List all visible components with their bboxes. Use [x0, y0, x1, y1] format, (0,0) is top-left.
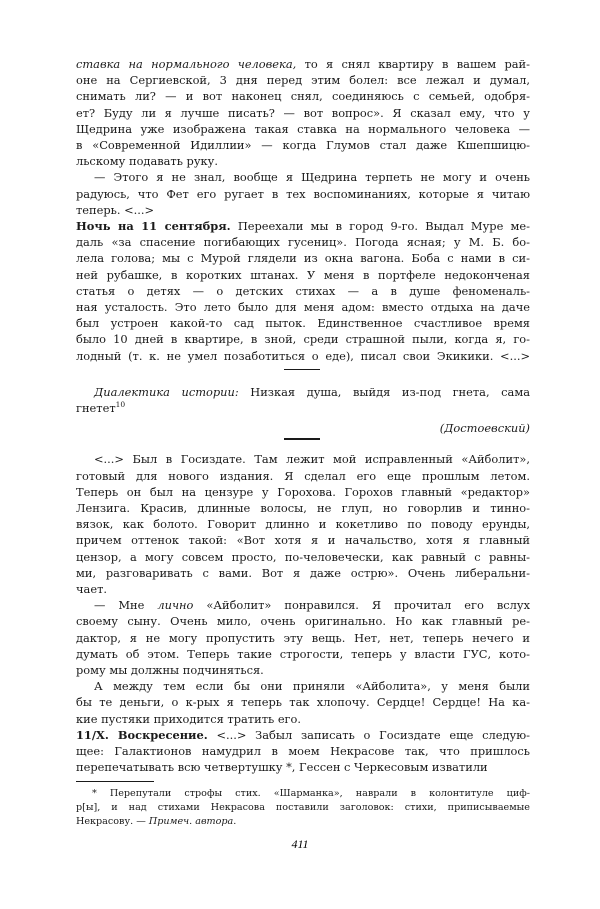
text-line: ней рубашке, в коротких штанах. У меня в портфеле недоконченая	[76, 267, 530, 282]
text-line: ет? Буду ли я лучше писать? — вот вопрос». Я сказал ему, что у	[76, 105, 530, 120]
footnote-line: р[ы], и над стихами Некрасова поставили заголовок: стихи, приписываемые	[76, 802, 530, 814]
text-line: думать об этом. Теперь такие строгости, теперь у власти ГУС, кото-	[76, 646, 530, 661]
paragraph-1	[76, 56, 530, 169]
text-line: щее: Галактионов намудрил в моем Некрасове так, что пришлось	[76, 744, 530, 758]
text-line: 11/X. Воскресение. <...> Забыл записать о Госиздате еще следую-	[76, 727, 531, 742]
text-line: оне на Сергиевской, 3 дня перед этим болел: все лежал и думал,	[76, 73, 530, 88]
paragraph-dialogue	[76, 597, 530, 678]
text-line: рому мы должны подчиняться.	[76, 663, 264, 677]
paragraph-gosizdat	[76, 451, 530, 597]
text-line: Теперь он был на цензуре у Горохова. Горохов главный «редактор»	[76, 484, 530, 499]
page-number: 411	[291, 837, 309, 852]
text-line: перепечатывать всю четвертушку *, Гессен с Черкесовым изватили	[76, 760, 488, 775]
entry-heading: Ночь на 11 сентября.	[76, 219, 231, 233]
text-line: в «Современной Идиллии» — когда Глумов стал даже Кшепшицю-	[76, 138, 530, 153]
text-line: было 10 дней в квартире, в зной, среди страшной пыли, когда я, го-	[76, 332, 530, 347]
diary-entry-oct-11	[76, 727, 530, 776]
text-line: дактор, я не могу пропустить эту вещь. Нет, нет, теперь нечего и	[76, 630, 530, 645]
text-line: радуюсь, что Фет его ругает в тех воспоминаниях, которые я читаю	[76, 186, 530, 201]
text-line: Щедрина уже изображена такая ставка на нормального человека —	[76, 121, 530, 136]
text-line: снимать ли? — и вот наконец снял, соединяюсь с семьей, одобря-	[76, 89, 530, 104]
footnote-line: * Перепутали строфы стих. «Шарманка», наврали в колонтитуле циф-	[92, 788, 530, 800]
text-line: Ночь на 11 сентября. Переехали мы в город 9-го. Выдал Муре ме-	[76, 219, 530, 233]
text-line: чает.	[76, 582, 107, 597]
quote-block	[76, 384, 530, 437]
text-line: <...> Был в Госиздате. Там лежит мой исправленный «Айболит»,	[94, 452, 530, 467]
paragraph-2	[76, 169, 530, 218]
text-line: ная усталость. Это лето было для меня адом: вместо отдыха на даче	[76, 300, 530, 315]
text-line: Диалектика истории: Низкая душа, выйдя из-под гнета, сама	[94, 384, 530, 399]
footnote-separator	[76, 781, 154, 782]
text-line: своему сыну. Очень мило, очень оригинально. Но как главный ре-	[76, 614, 530, 629]
text-line: гнетет$^{10}$	[76, 400, 126, 415]
text-line: бы те деньги, о к-рых я теперь так хлопочу. Сердце! Сердце! На ка-	[76, 695, 530, 710]
text-line: Лензига. Красив, длинные волосы, не глуп, но говорлив и тинно-	[76, 501, 530, 515]
quote-source: (Достоевский)	[439, 421, 530, 436]
footnote-block	[76, 787, 530, 829]
text-line: даль «за спасение погибающих гусениц». Погода ясная; у М. Б. бо-	[76, 235, 530, 250]
text-line: кие пустяки приходится тратить его.	[76, 711, 302, 726]
paragraph-money	[76, 678, 530, 727]
footnote-reference: 10	[115, 400, 126, 410]
text-line: лела голова; мы с Мурой глядели из окна вагона. Боба с нами в си-	[76, 251, 530, 266]
text-line: цензор, а могу совсем просто, по-человечески, как равный с равны-	[76, 549, 530, 564]
text-line: причем оттенок такой: «Вот хотя я и начальство, хотя я главный	[76, 533, 530, 548]
footnote-line: Некрасову. — Примеч. автора.	[76, 816, 237, 828]
text-line: — Этого я не знал, вообще я Щедрина терпеть не могу и очень	[94, 170, 530, 185]
text-line: теперь. <...>	[76, 202, 155, 217]
diary-entry-sept-11	[76, 218, 530, 364]
text-line: ми, разговаривать с вами. Вот я даже острю». Очень либеральни-	[76, 565, 530, 580]
text-line: был устроен какой-то сад пыток. Единственное счастливое время	[76, 316, 530, 331]
entry-heading: 11/X. Воскресение.	[76, 727, 208, 742]
text-line: — Мне лично «Айболит» понравился. Я прочитал его вслух	[94, 598, 530, 613]
text-line: лодный (т. к. не умел позаботиться о еде), писал свои Экикики. <...>	[76, 348, 530, 363]
text-line: А между тем если бы они приняли «Айболита», у меня были	[94, 679, 530, 694]
text-line: статья о детях — о детских стихах — а в душе феноменаль-	[76, 283, 530, 298]
text-line: льскому подавать руку.	[76, 154, 218, 169]
text-line: ставка на нормального человека, то я снял квартиру в вашем рай-	[76, 57, 530, 71]
text-line: готовый для нового издания. Я сделал его еще прошлым летом.	[76, 468, 530, 483]
text-line: вязок, как болото. Говорит длинно и кокетливо по поводу ерунды,	[76, 517, 530, 532]
